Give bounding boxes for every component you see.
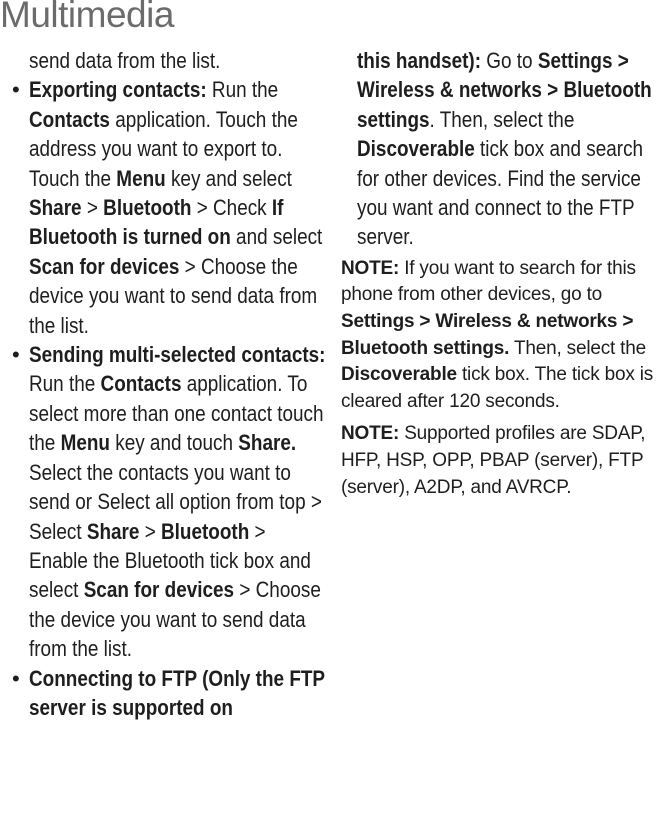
item-heading: Connecting to FTP (Only the FTP server is supported on	[29, 665, 325, 720]
item-heading: Exporting contacts:	[29, 77, 207, 103]
list-item-multi-selected-contacts	[12, 340, 326, 663]
ftp-continued-paragraph	[341, 46, 657, 252]
continued-paragraph	[12, 46, 310, 75]
list-item-text: Exporting contacts: Run the Contacts application. Touch the address you want to export to. Touch the Menu key and select Share > Bluetooth > Check If Bluetooth is turned on and select Scan for devices > Choose the device you want to send data from the list.	[29, 77, 323, 338]
bullet-icon: •	[12, 342, 20, 368]
list-item-text	[29, 664, 327, 723]
bullet-icon: •	[12, 665, 20, 691]
left-column	[12, 46, 326, 722]
list-item-connecting-ftp	[12, 664, 325, 723]
bullet-icon: •	[12, 77, 20, 103]
note-discoverable: NOTE: If you want to search for this phone from other devices, go to Settings > Wireless & networks > Bluetooth settings. Then, select the Discoverable tick box. The tick box is cleared after 120 seconds.	[341, 257, 654, 412]
right-column	[341, 46, 657, 501]
ftp-continued-text: this handset): Go to Settings > Wireless & networks > Bluetooth settings. Then, select the Discoverable tick box and search for other devices. Find the service you want and connect to the FTP server.	[357, 48, 652, 250]
item-heading: Sending multi-selected contacts:	[29, 342, 326, 368]
note-label: NOTE:	[341, 423, 400, 445]
list-item-exporting-contacts	[12, 75, 323, 340]
note-supported-profiles: NOTE: Supported profiles are SDAP, HFP, HSP, OPP, PBAP (server), FTP (server), A2DP, and AVRCP.	[341, 423, 646, 498]
note-label: NOTE:	[341, 257, 400, 279]
continued-text: send data from the list.	[29, 48, 221, 73]
list-item-text: Sending multi-selected contacts: Run the Contacts application. To select more than one contact touch the Menu key and touch Share. Select the contacts you want to send or Select all option from top > Select Share > Bluetooth > Enable the Bluetooth tick box and select Scan for devices > Choose the device you want to send data from the list.	[29, 342, 326, 662]
section-title: Multimedia	[0, 0, 174, 35]
